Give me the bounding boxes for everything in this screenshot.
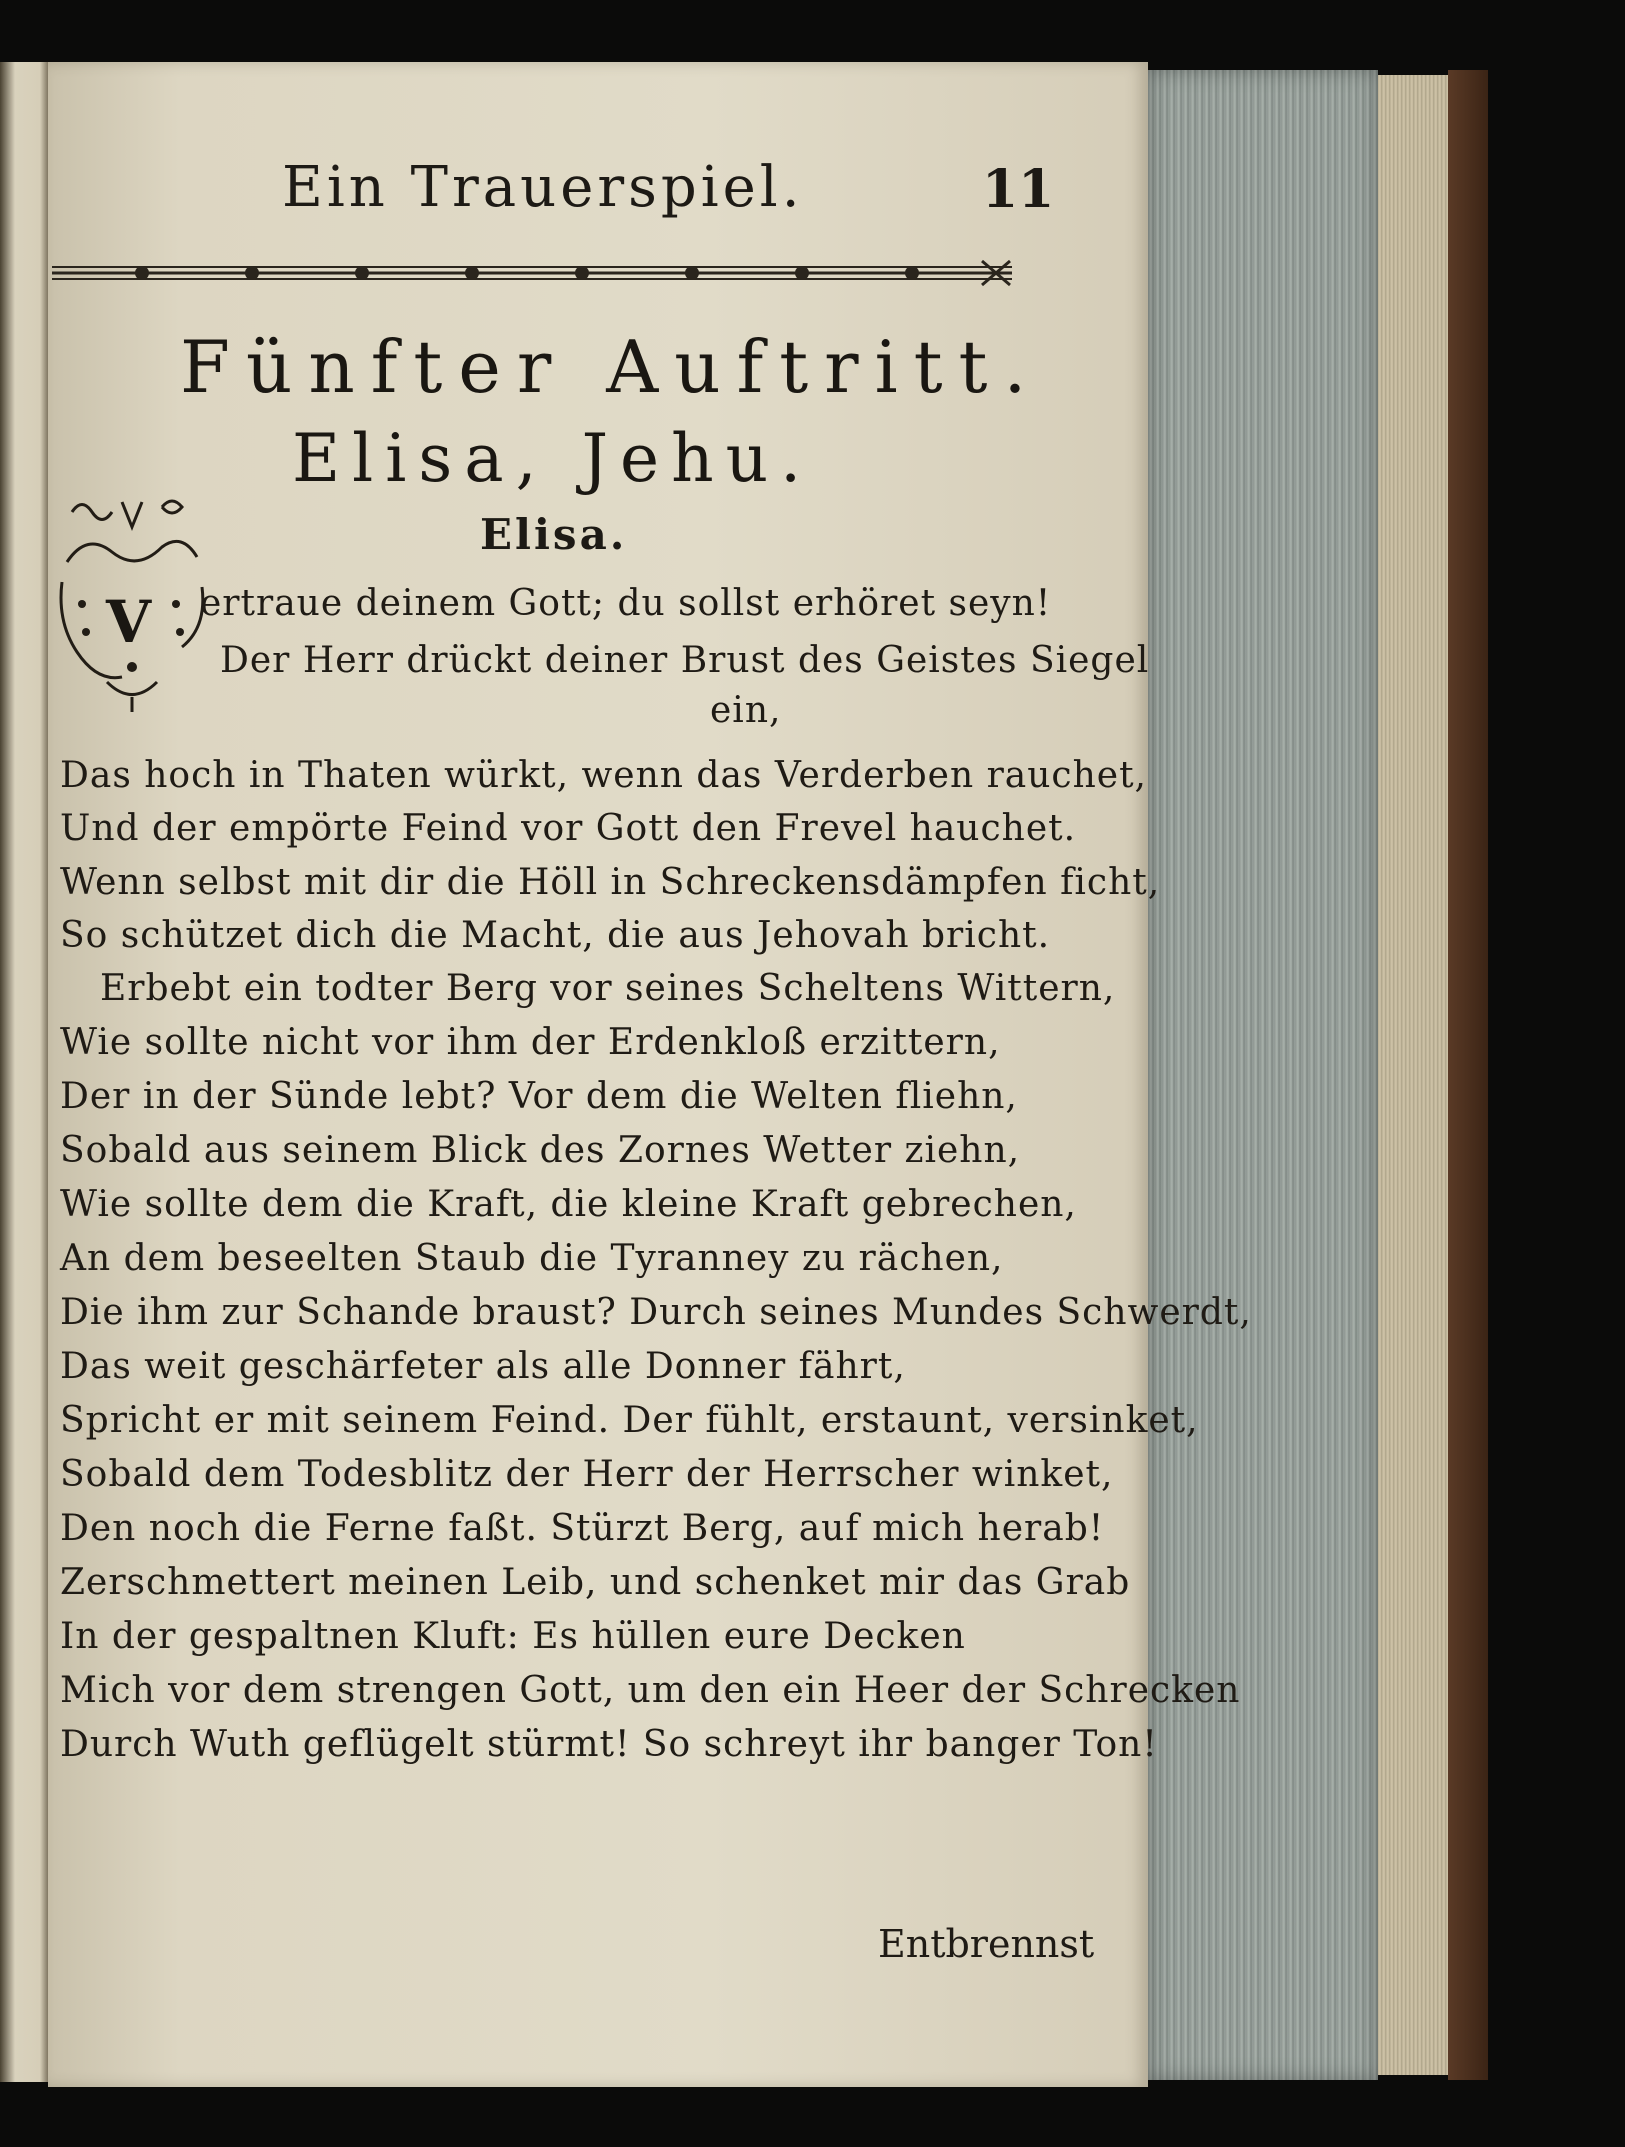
decorated-initial-ornament: [52, 492, 212, 717]
verse-line: Das hoch in Thaten würkt, wenn das Verderben rauchet,: [60, 755, 1147, 796]
ornamental-rule: [52, 258, 1012, 288]
verse-line: So schützet dich die Macht, die aus Jehovah bricht.: [60, 915, 1051, 956]
verse-line: Wenn selbst mit dir die Höll in Schreckensdämpfen ficht,: [60, 862, 1161, 903]
verse-line: Spricht er mit seinem Feind. Der fühlt, erstaunt, versinket,: [60, 1400, 1199, 1441]
page-block-edges-outer: [1378, 75, 1448, 2075]
scene-heading: Fünfter Auftritt.: [180, 325, 1043, 409]
speaker-name: Elisa.: [480, 510, 628, 559]
verse-line: Erbebt ein todter Berg vor seines Scheltens Wittern,: [100, 968, 1116, 1009]
verse-line: Sobald dem Todesblitz der Herr der Herrscher winket,: [60, 1454, 1114, 1495]
verse-line: Mich vor dem strengen Gott, um den ein Heer der Schrecken: [60, 1670, 1241, 1711]
running-head: [50, 155, 1055, 235]
verse-line: ertraue deinem Gott; du sollst erhöret seyn!: [200, 583, 1052, 624]
verse-line: An dem beseelten Staub die Tyranney zu rächen,: [60, 1238, 1004, 1279]
page-block-edges: [1148, 70, 1378, 2080]
verse-line: Das weit geschärfeter als alle Donner fährt,: [60, 1346, 906, 1387]
verse-line: In der gespaltnen Kluft: Es hüllen eure Decken: [60, 1616, 966, 1657]
page-number: 11: [982, 159, 1055, 220]
verse-line: Durch Wuth geflügelt stürmt! So schreyt ihr banger Ton!: [60, 1724, 1158, 1765]
verse-line: Wie sollte nicht vor ihm der Erdenkloß erzittern,: [60, 1022, 1001, 1063]
scene-characters: Elisa, Jehu.: [292, 420, 814, 497]
verse-line: ein,: [710, 690, 782, 731]
book-cover-edge: [1448, 70, 1488, 2080]
running-head-title: Ein Trauerspiel.: [282, 155, 804, 220]
verse-line: Sobald aus seinem Blick des Zornes Wetter ziehn,: [60, 1130, 1021, 1171]
verse-line: Und der empörte Feind vor Gott den Frevel hauchet.: [60, 808, 1077, 849]
verse-line: Den noch die Ferne faßt. Stürzt Berg, auf mich herab!: [60, 1508, 1105, 1549]
verse-line: Die ihm zur Schande braust? Durch seines Mundes Schwerdt,: [60, 1292, 1252, 1333]
verse-line: Zerschmettert meinen Leib, und schenket mir das Grab: [60, 1562, 1131, 1603]
verse-line: Wie sollte dem die Kraft, die kleine Kraft gebrechen,: [60, 1184, 1077, 1225]
catchword: Entbrennst: [878, 1922, 1095, 1966]
initial-letter: V: [106, 588, 152, 656]
verse-line: Der Herr drückt deiner Brust des Geistes Siegel: [220, 640, 1150, 681]
verse-line: Der in der Sünde lebt? Vor dem die Welten fliehn,: [60, 1076, 1018, 1117]
previous-page-edge: [0, 62, 50, 2082]
